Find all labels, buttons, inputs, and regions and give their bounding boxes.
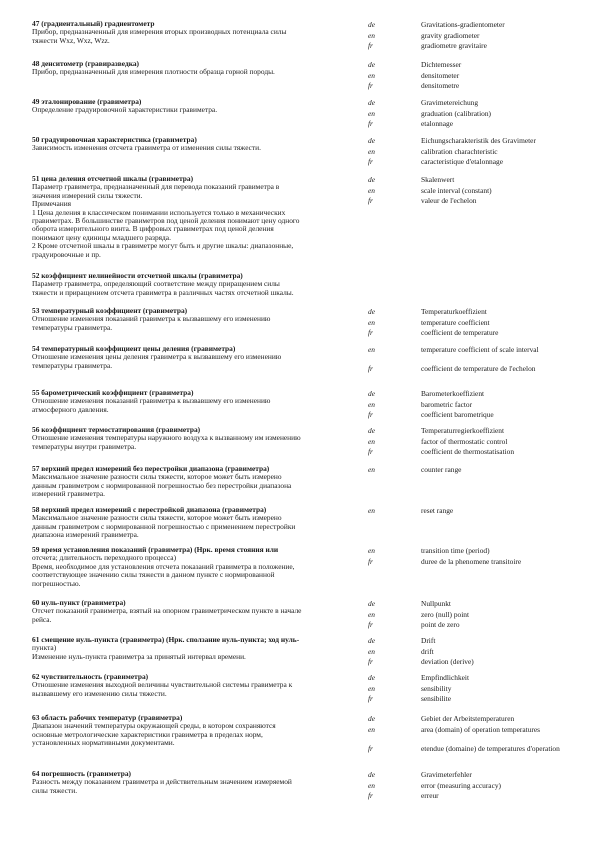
definition-line: температуры внутри гравиметра. (32, 441, 137, 451)
definition-line: Отсчет показаний гравиметра, взятый на опорном гравиметрическом пункте в начале (32, 606, 302, 616)
translation-row (368, 136, 583, 147)
definition-line: диапазона измерений гравиметра. (32, 530, 139, 540)
definition-line: основные метрологические характеристики гравиметра в пределах норм, (32, 729, 263, 739)
translation-row (368, 41, 583, 52)
foreign-term: duree de la phenomene transitoire (421, 556, 522, 566)
definition-line: Отношение изменения показаний гравиметра к вызвавшему его изменению (32, 314, 271, 324)
foreign-term: graduation (calibration) (421, 108, 491, 118)
entry-definition (32, 98, 356, 115)
foreign-term: coefficient de thermostatisation (421, 447, 515, 456)
translation-row (368, 599, 583, 610)
foreign-term: Eichungscharakteristik des Gravimeter (421, 136, 536, 145)
translation-row (368, 318, 583, 329)
definition-line: понимают цену единицы младшего разряда. (32, 232, 171, 242)
translation-row (368, 364, 583, 375)
entry-heading: 50 градуировочная характеристика (гравиметра) (32, 135, 197, 144)
definition-line: 2 Кроме отсчетной шкалы в гравиметре могут быть и другие шкалы: диапазонные, (32, 241, 294, 251)
translation-row (368, 684, 583, 695)
translations (368, 426, 583, 458)
definition-line: значения измерений силы тяжести. (32, 190, 143, 200)
entry-definition (32, 20, 356, 45)
language-code: en (368, 399, 375, 409)
language-code: en (368, 609, 375, 619)
translations (368, 307, 583, 339)
language-code: de (368, 714, 375, 723)
translations (368, 636, 583, 668)
entry-definition (32, 60, 356, 77)
translation-row (368, 307, 583, 318)
language-code: de (368, 307, 375, 316)
language-code: en (368, 465, 375, 474)
definition-line: Время, необходимое для установления отсчета показаний гравиметра в положение, (32, 561, 295, 571)
definition-line: силы тяжести. (32, 785, 78, 795)
translation-row (368, 557, 583, 576)
translation-row (368, 196, 583, 207)
foreign-term: Gravitations-gradientometer (421, 20, 505, 29)
translation-row (368, 744, 583, 763)
entry-heading: 59 время установления показаний (гравиметра) (Нрк. время стояния или (32, 545, 279, 554)
language-code: fr (368, 620, 373, 629)
translation-row (368, 119, 583, 130)
foreign-term: Drift (421, 636, 436, 645)
foreign-term: gradiometre gravitaire (421, 41, 487, 50)
translations (368, 770, 583, 802)
translation-row (368, 620, 583, 631)
translation-row (368, 447, 583, 458)
foreign-term: coefficient de temperature de l'echelon (421, 364, 536, 373)
foreign-term: Barometerkoeffizient (421, 389, 485, 398)
language-code: fr (368, 196, 373, 205)
translation-row (368, 400, 583, 411)
foreign-term: scale interval (constant) (421, 185, 492, 195)
foreign-term: coefficient barometrique (421, 410, 494, 419)
language-code: fr (368, 157, 373, 166)
language-code: fr (368, 556, 373, 566)
translations (368, 546, 583, 576)
translation-row (368, 725, 583, 744)
translation-row (368, 657, 583, 668)
translation-row (368, 770, 583, 781)
definition-line: погрешностью. (32, 578, 81, 588)
language-code: de (368, 389, 375, 398)
translations (368, 506, 583, 517)
foreign-term: sensibility (421, 683, 452, 693)
translation-row (368, 81, 583, 92)
entry-heading: 49 эталонирование (гравиметра) (32, 97, 142, 106)
definition-line: Отношение изменения показаний гравиметра к вызвавшему его изменению (32, 396, 271, 406)
language-code: de (368, 136, 375, 145)
translations (368, 60, 583, 92)
translation-row (368, 345, 583, 364)
definition-line: Отношение изменения цены деления гравиметра к вызвавшему его изменению (32, 352, 282, 362)
language-code: fr (368, 328, 373, 337)
definition-line: температуры гравиметра. (32, 360, 113, 370)
definition-line: Максимальное значение разности силы тяжести, которое может быть измерено (32, 472, 282, 482)
entry-definition (32, 426, 356, 451)
foreign-term: gravity gradiometer (421, 30, 480, 40)
foreign-term: counter range (421, 465, 462, 474)
translation-row (368, 506, 583, 517)
language-code: fr (368, 119, 373, 128)
translation-row (368, 31, 583, 42)
translations (368, 20, 583, 52)
translation-row (368, 60, 583, 71)
language-code: fr (368, 694, 373, 703)
entry-heading: 61 смещение нуль-пункта (гравиметра) (Нрк. сползание нуль-пункта; ход нуль- (32, 635, 300, 644)
foreign-term: temperature coefficient of scale interval (421, 345, 539, 354)
entry-heading: 62 чувствительность (гравиметра) (32, 672, 149, 681)
definition-line: установленных нормативными документами. (32, 738, 175, 748)
foreign-term: Empfindlichkeit (421, 673, 470, 682)
foreign-term: densitometer (421, 70, 460, 80)
definition-line: Максимальное значение разности силы тяжести, которое может быть измерено (32, 513, 282, 523)
language-code: de (368, 636, 375, 645)
language-code: de (368, 98, 375, 107)
entry-definition (32, 465, 356, 499)
entry-heading: 47 (градиентальный) градиентометр (32, 19, 155, 28)
foreign-term: temperature coefficient (421, 317, 490, 327)
translation-row (368, 694, 583, 705)
foreign-term: sensibilite (421, 694, 451, 703)
language-code: en (368, 345, 375, 354)
definition-line: отсчета; длительность переходного процесса) (32, 553, 177, 563)
language-code: en (368, 185, 375, 195)
foreign-term: Gravimeterfehler (421, 770, 472, 779)
language-code: fr (368, 743, 373, 753)
translation-row (368, 426, 583, 437)
translations (368, 345, 583, 375)
language-code: en (368, 646, 375, 656)
definition-line: пункта) (32, 643, 57, 653)
entry-heading: 52 коэффициент нелинейности отсчетной шкалы (гравиметра) (32, 271, 243, 280)
entry-definition (32, 546, 356, 588)
entry-heading: 60 нуль-пункт (гравиметра) (32, 598, 126, 607)
foreign-term: area (domain) of operation temperatures (421, 724, 541, 734)
definition-line: соответствующее значению силы тяжести в данном пункте с нормированной (32, 570, 275, 580)
language-code: en (368, 724, 375, 734)
language-code: fr (368, 447, 373, 456)
foreign-term: densitometre (421, 81, 460, 90)
language-code: de (368, 673, 375, 682)
definition-line: Параметр гравиметра, определяющий соответствие между приращением силы (32, 279, 280, 289)
entry-definition (32, 636, 356, 661)
translation-row (368, 781, 583, 792)
entry-definition (32, 136, 356, 153)
definition-line: оборота измерительного винта. В цифровых гравиметрах под ценой деления (32, 224, 274, 234)
foreign-term: Temperaturregierkoeffizient (421, 426, 505, 435)
translation-row (368, 98, 583, 109)
translations (368, 714, 583, 763)
foreign-term: Skalenwert (421, 175, 455, 184)
foreign-term: error (measuring accuracy) (421, 780, 502, 790)
translations (368, 136, 583, 168)
language-code: de (368, 20, 375, 29)
entry-heading: 54 температурный коэффициент цены деления (гравиметра) (32, 344, 236, 353)
foreign-term: deviation (derive) (421, 657, 474, 666)
entry-definition (32, 599, 356, 624)
definition-line: данным гравиметром с нормированной погрешностью без перестройки диапазона (32, 480, 292, 490)
language-code: en (368, 108, 375, 118)
language-code: en (368, 546, 375, 555)
definition-line: тяжести и приращением отсчета гравиметра в различных частях отсчетной шкалы. (32, 287, 294, 297)
foreign-term: valeur de l'echelon (421, 196, 477, 205)
foreign-term: zero (null) point (421, 609, 470, 619)
definition-line: измерений гравиметра. (32, 489, 105, 499)
translation-row (368, 71, 583, 82)
definition-line: Прибор, предназначенный для измерения плотности образца горной породы. (32, 67, 275, 77)
entry-heading: 58 верхний предел измерений с перестройкой диапазона (гравиметра) (32, 505, 267, 514)
language-code: en (368, 436, 375, 446)
definition-line: Отношение изменения температуры наружного воздуха к вызванному им изменению (32, 433, 301, 443)
entry-definition (32, 673, 356, 698)
translation-row (368, 791, 583, 802)
language-code: en (368, 146, 375, 156)
translation-row (368, 610, 583, 621)
translation-row (368, 389, 583, 400)
foreign-term: point de zero (421, 620, 460, 629)
translation-row (368, 673, 583, 684)
entry-heading: 56 коэффициент термостатирования (гравиметра) (32, 425, 201, 434)
language-code: en (368, 30, 375, 40)
entry-heading: 55 барометрический коэффициент (гравиметра) (32, 388, 194, 397)
definition-line: данным гравиметром с нормированной погрешностью с применением перестройки (32, 521, 296, 531)
translations (368, 673, 583, 705)
language-code: fr (368, 657, 373, 666)
entry-heading: 63 область рабочих температур (гравиметра) (32, 713, 183, 722)
translation-row (368, 647, 583, 658)
entry-definition (32, 272, 356, 297)
translations (368, 98, 583, 130)
language-code: en (368, 317, 375, 327)
language-code: fr (368, 81, 373, 90)
language-code: en (368, 780, 375, 790)
translations (368, 389, 583, 421)
foreign-term: Nullpunkt (421, 599, 451, 608)
translation-row (368, 147, 583, 158)
entry-definition (32, 770, 356, 795)
definition-line: гравиметрах. В большинстве гравиметров под ценой деления понимают цену одного (32, 216, 300, 226)
definition-line: Отношение изменения выходной величины чувствительной системы гравиметра к (32, 680, 293, 690)
translation-row (368, 465, 583, 476)
translation-row (368, 175, 583, 186)
definition-line: Определение градуировочной характеристики гравиметра. (32, 105, 218, 115)
language-code: fr (368, 41, 373, 50)
foreign-term: reset range (421, 506, 454, 515)
definition-line: атмосферного давления. (32, 404, 109, 414)
foreign-term: calibration charachteristic (421, 146, 498, 156)
language-code: en (368, 506, 375, 515)
entry-heading: 53 температурный коэффициент (гравиметра) (32, 306, 188, 315)
entry-definition (32, 714, 356, 748)
foreign-term: drift (421, 646, 434, 656)
foreign-term: Gebiet der Arbeitstemperaturen (421, 714, 515, 723)
translations (368, 465, 583, 476)
translation-row (368, 328, 583, 339)
translation-row (368, 410, 583, 421)
language-code: de (368, 599, 375, 608)
foreign-term: transition time (period) (421, 546, 490, 555)
definition-line: тяжести Wxz, Wxz, Wzz. (32, 35, 110, 45)
foreign-term: erreur (421, 791, 439, 800)
definition-line: Разность между показанием гравиметра и действительным значением измеряемой (32, 777, 292, 787)
language-code: de (368, 60, 375, 69)
language-code: de (368, 770, 375, 779)
definition-line: Зависимость изменения отсчета гравиметра от изменения силы тяжести. (32, 143, 261, 153)
translation-row (368, 157, 583, 168)
foreign-term: Gravimetereichung (421, 98, 479, 107)
translation-row (368, 109, 583, 120)
foreign-term: etalonnage (421, 119, 454, 128)
language-code: en (368, 70, 375, 80)
definition-line: вызвавшему его изменению силы тяжести. (32, 688, 167, 698)
foreign-term: Temperaturkoeffizient (421, 307, 487, 316)
definition-line: градуировочные и пр. (32, 249, 101, 259)
definition-line: Параметр гравиметра, предназначенный для перевода показаний гравиметра в (32, 182, 280, 192)
language-code: fr (368, 364, 373, 373)
definition-line: температуры гравиметра. (32, 322, 113, 332)
foreign-term: barometric factor (421, 399, 473, 409)
entry-definition (32, 175, 356, 259)
entry-heading: 48 денситометр (гравиразведка) (32, 59, 139, 68)
entry-heading: 64 погрешность (гравиметра) (32, 769, 131, 778)
foreign-term: etendue (domaine) de temperatures d'operation (421, 743, 560, 753)
language-code: fr (368, 791, 373, 800)
entry-definition (32, 389, 356, 414)
translation-row (368, 20, 583, 31)
translations (368, 599, 583, 631)
foreign-term: coefficient de temperature (421, 328, 499, 337)
definition-line: Прибор, предназначенный для измерения вторых производных потенциала силы (32, 27, 287, 37)
foreign-term: caracteristique d'etalonnage (421, 157, 503, 166)
language-code: fr (368, 410, 373, 419)
translation-row (368, 437, 583, 448)
entry-definition (32, 307, 356, 332)
language-code: de (368, 426, 375, 435)
translation-row (368, 714, 583, 725)
foreign-term: factor of thermostatic control (421, 436, 508, 446)
foreign-term: Dichtemesser (421, 60, 462, 69)
translations (368, 175, 583, 207)
definition-line: Диапазон значений температуры окружающей среды, в котором сохраняются (32, 721, 276, 731)
definition-line: рейса. (32, 614, 52, 624)
language-code: de (368, 175, 375, 184)
translation-row (368, 546, 583, 557)
entry-heading: 57 верхний предел измерений без перестройки диапазона (гравиметра) (32, 464, 270, 473)
translation-row (368, 636, 583, 647)
entry-definition (32, 506, 356, 540)
entry-definition (32, 345, 356, 370)
definition-line: 1 Цена деления в классическом понимании используется только в механических (32, 207, 286, 217)
definition-line: Изменение нуль-пункта гравиметра за принятый интервал времени. (32, 651, 246, 661)
translation-row (368, 186, 583, 197)
language-code: en (368, 683, 375, 693)
definition-line: Примечания (32, 199, 72, 209)
entry-heading: 51 цена деления отсчетной шкалы (гравиметра) (32, 174, 194, 183)
